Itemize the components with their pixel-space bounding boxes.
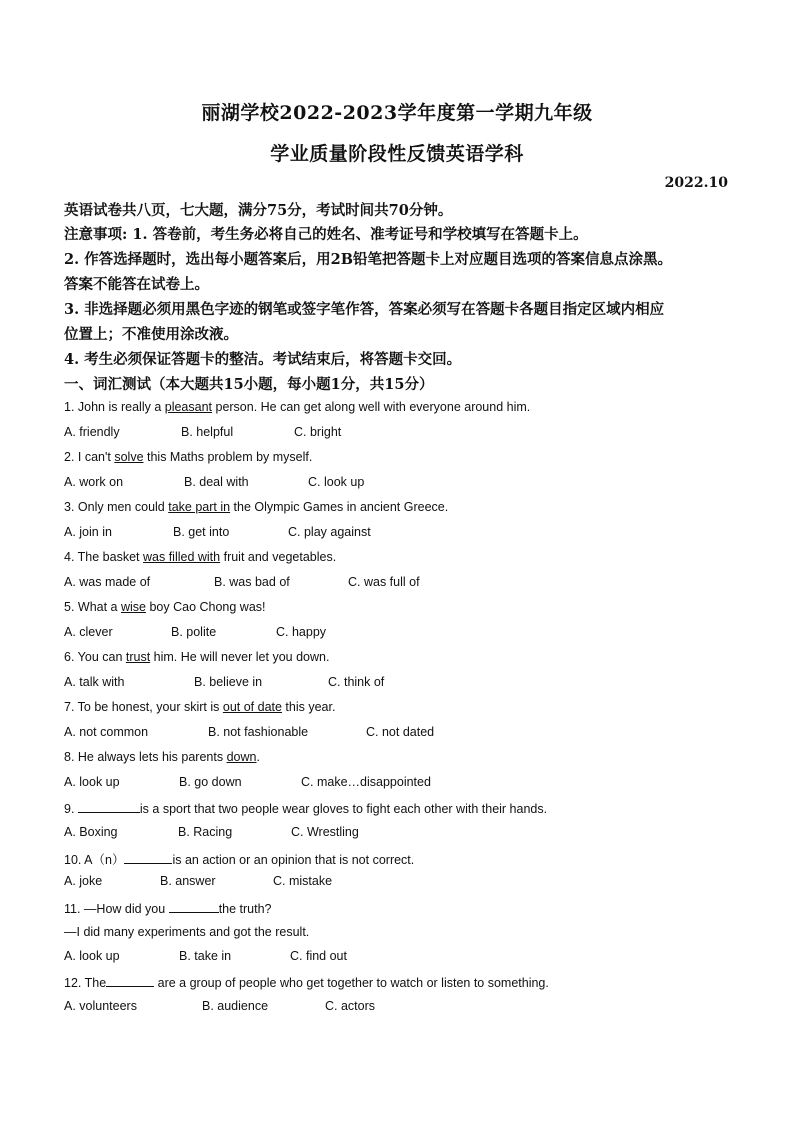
option-b: B. Racing xyxy=(178,825,233,839)
question-stem: 9. is a sport that two people wear gloves to fight each other with their hands. xyxy=(64,802,548,816)
instruction-line: 注意事项: 1. 答卷前，考生务必将自己的姓名、准考证号和学校填写在答题卡上。 xyxy=(64,226,588,243)
option-b: B. not fashionable xyxy=(208,725,309,739)
instruction-line: 3. 非选择题必须用黑色字迹的钢笔或签字笔作答，答案必须写在答题卡各题目指定区域内相应 xyxy=(64,301,665,318)
question-stem: 3. Only men could take part in the Olympic Games in ancient Greece. xyxy=(64,500,449,514)
option-c: C. make…disappointed xyxy=(301,775,431,789)
option-c: C. happy xyxy=(276,625,327,639)
option-a: A. Boxing xyxy=(64,825,118,839)
question-stem: 2. I can't solve this Maths problem by myself. xyxy=(64,450,313,464)
option-a: A. volunteers xyxy=(64,999,137,1013)
question-stem: 5. What a wise boy Cao Chong was! xyxy=(64,600,266,614)
option-c: C. bright xyxy=(294,425,342,439)
instruction-line: 英语试卷共八页，七大题，满分75分，考试时间共70分钟。 xyxy=(64,202,453,219)
question-stem: 1. John is really a pleasant person. He can get along well with everyone around him. xyxy=(64,400,531,414)
option-c: C. find out xyxy=(290,949,347,963)
question-stem: 7. To be honest, your skirt is out of date this year. xyxy=(64,700,336,714)
option-a: A. look up xyxy=(64,775,120,789)
option-c: C. Wrestling xyxy=(291,825,359,839)
option-b: B. go down xyxy=(179,775,242,789)
option-c: C. was full of xyxy=(348,575,420,589)
option-a: A. joke xyxy=(64,874,103,888)
option-b: B. get into xyxy=(173,525,230,539)
question-stem: 10. A（n） is an action or an opinion that is not correct. xyxy=(64,853,415,867)
answer-blank xyxy=(106,974,154,987)
option-c: C. think of xyxy=(328,675,385,689)
option-b: B. audience xyxy=(202,999,269,1013)
question-stem: 8. He always lets his parents down. xyxy=(64,750,260,764)
question-stem: 4. The basket was filled with fruit and vegetables. xyxy=(64,550,337,564)
option-a: A. talk with xyxy=(64,675,125,689)
option-c: C. look up xyxy=(308,475,365,489)
instruction-line: 位置上；不准使用涂改液。 xyxy=(64,326,238,343)
dialogue-reply: —I did many experiments and got the result. xyxy=(64,925,310,939)
option-a: A. work on xyxy=(64,475,124,489)
option-b: B. answer xyxy=(160,874,216,888)
exam-title: 丽湖学校2022-2023学年度第一学期九年级 xyxy=(201,102,593,124)
option-a: A. look up xyxy=(64,949,120,963)
option-a: A. not common xyxy=(64,725,149,739)
section-heading: 一、词汇测试（本大题共15小题，每小题1分，共15分） xyxy=(64,376,434,393)
instruction-line: 2. 作答选择题时，选出每小题答案后，用2B铅笔把答题卡上对应题目选项的答案信息点涂黑。 xyxy=(64,251,673,268)
question-stem: 12. The are a group of people who get together to watch or listen to something. xyxy=(64,976,549,990)
question-stem: 11. —How did you the truth? xyxy=(64,902,272,916)
answer-blank xyxy=(169,900,219,913)
option-c: C. play against xyxy=(288,525,371,539)
option-c: C. not dated xyxy=(366,725,435,739)
option-c: C. mistake xyxy=(273,874,333,888)
option-a: A. was made of xyxy=(64,575,151,589)
instruction-line: 4. 考生必须保证答题卡的整洁。考试结束后，将答题卡交回。 xyxy=(64,351,462,368)
option-b: B. believe in xyxy=(194,675,263,689)
option-c: C. actors xyxy=(325,999,376,1013)
exam-date: 2022.10 xyxy=(664,175,728,191)
instruction-line: 答案不能答在试卷上。 xyxy=(64,276,209,293)
option-b: B. polite xyxy=(171,625,217,639)
option-b: B. was bad of xyxy=(214,575,290,589)
option-a: A. join in xyxy=(64,525,112,539)
option-b: B. helpful xyxy=(181,425,234,439)
question-stem: 6. You can trust him. He will never let you down. xyxy=(64,650,330,664)
exam-subtitle: 学业质量阶段性反馈英语学科 xyxy=(270,143,524,165)
option-b: B. deal with xyxy=(184,475,249,489)
answer-blank xyxy=(78,800,140,813)
option-a: A. clever xyxy=(64,625,113,639)
answer-blank xyxy=(124,851,172,864)
option-a: A. friendly xyxy=(64,425,120,439)
option-b: B. take in xyxy=(179,949,232,963)
